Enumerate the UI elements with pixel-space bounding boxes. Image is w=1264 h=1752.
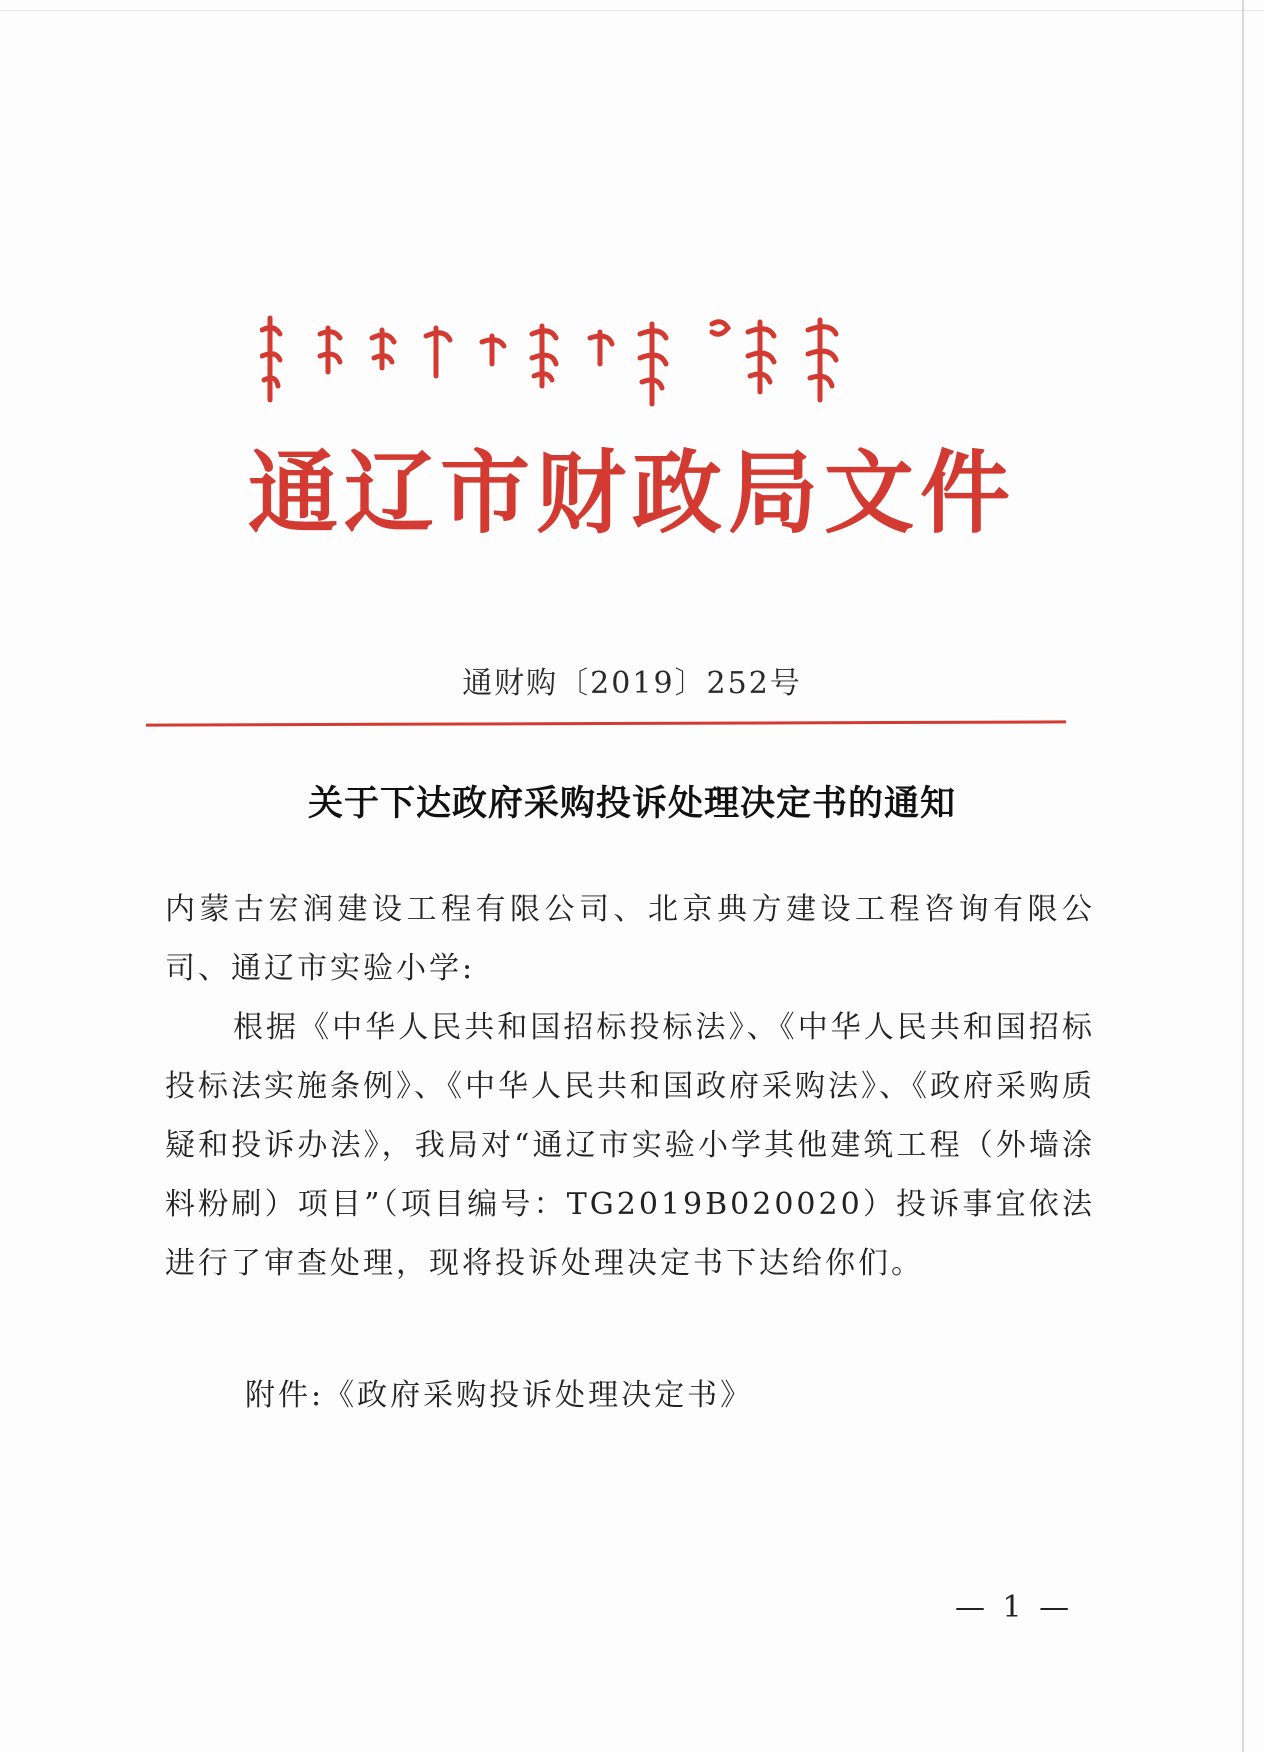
scan-edge-right: [1242, 0, 1244, 1752]
scan-edge-top: [0, 10, 1264, 11]
red-divider-line: [146, 720, 1066, 726]
attachment-line: 附件:《政府采购投诉处理决定书》: [245, 1378, 754, 1413]
notice-title: 关于下达政府采购投诉处理决定书的通知: [307, 783, 956, 824]
issuer-title: 通辽市财政局文件: [248, 440, 1016, 546]
notice-body: [165, 880, 1095, 1293]
page-number: — 1 —: [955, 1590, 1074, 1625]
mongolian-script-graphic: [260, 310, 940, 410]
mongolian-script-title: [260, 310, 940, 410]
document-number: 通财购〔2019〕252号: [462, 666, 802, 701]
addressees: 内蒙古宏润建设工程有限公司、北京典方建设工程咨询有限公司、通辽市实验小学:: [165, 892, 1095, 986]
body-paragraph: 根据《中华人民共和国招标投标法》、《中华人民共和国招标投标法实施条例》、《中华人民共和国政府采购法》、《政府采购质疑和投诉办法》，我局对“通辽市实验小学其他建筑工程（外墙涂料粉刷）项目”（项目编号：TG2019B020020）投诉事宜依法进行了审查处理，现将投诉处理决定书下达给你们。: [165, 1010, 1095, 1281]
